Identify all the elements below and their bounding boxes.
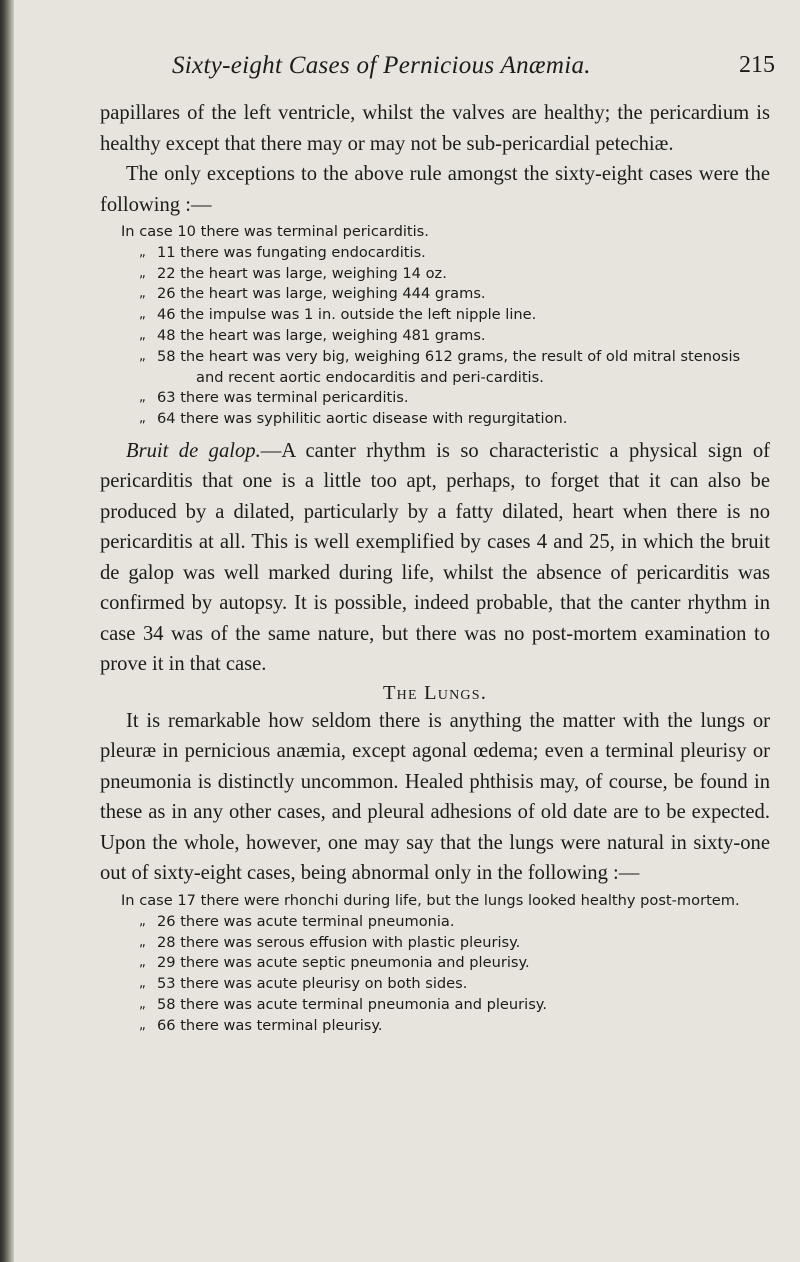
list-item: [100, 933, 770, 954]
page-body: [100, 98, 770, 1043]
case-text: 46 the impulse was 1 in. outside the left nipple line.: [157, 306, 537, 324]
ditto-mark: „: [139, 265, 146, 281]
ditto-mark: „: [139, 913, 146, 929]
ditto-mark: „: [139, 1017, 146, 1033]
heart-case-list: [100, 222, 770, 430]
bruit-text: —A canter rhythm is so characteristic a physical sign of pericarditis that one is a little too apt, perhaps, to forget that it can also be produced by a dilated, particularly by a fatty dilated, heart when there is no pericarditis at all. This is well exemplified by cases 4 and 25, in which the bruit de galop was well marked during life, whilst the absence of pericarditis was confirmed by autopsy. It is possible, indeed probable, that the canter rhythm in case 34 was of the same nature, but there was no post-mortem examination to prove it in that case.: [100, 439, 770, 676]
ditto-mark: „: [139, 244, 146, 260]
list-item: [100, 222, 770, 243]
list-item: [100, 347, 770, 389]
list-item: [100, 243, 770, 264]
case-text: 66 there was terminal pleurisy.: [157, 1016, 383, 1034]
case-text: 29 there was acute septic pneumonia and pleurisy.: [157, 954, 530, 972]
case-text: 63 there was terminal pericarditis.: [157, 389, 409, 407]
case-text: 58 the heart was very big, weighing 612 grams, the result of old mitral stenosis and recent aortic endocarditis and peri-carditis.: [157, 347, 741, 386]
list-item: [100, 264, 770, 285]
page-header: [0, 52, 800, 92]
case-text: 26 there was acute terminal pneumonia.: [157, 912, 455, 930]
list-item: [100, 1016, 770, 1037]
case-text: 58 there was acute terminal pneumonia and pleurisy.: [157, 995, 547, 1013]
section-heading-lungs: The Lungs.: [382, 681, 488, 704]
list-item: [100, 912, 770, 933]
list-item: [100, 891, 770, 912]
paragraph-exceptions: The only exceptions to the above rule amongst the sixty-eight cases were the following :—: [100, 163, 770, 216]
ditto-mark: „: [139, 348, 146, 364]
list-item: [100, 953, 770, 974]
ditto-mark: „: [139, 390, 146, 406]
ditto-mark: „: [139, 996, 146, 1012]
case-text: 22 the heart was large, weighing 14 oz.: [157, 264, 447, 282]
case-text: 53 there was acute pleurisy on both sides.: [157, 975, 468, 993]
ditto-mark: „: [139, 411, 146, 427]
case-intro: In case: [121, 891, 173, 909]
list-item: [100, 388, 770, 409]
case-intro: In case: [121, 223, 173, 240]
ditto-mark: „: [139, 976, 146, 992]
case-text: 64 there was syphilitic aortic disease with regurgitation.: [157, 410, 568, 428]
lung-case-list: [100, 891, 770, 1037]
case-text: 28 there was serous effusion with plastic pleurisy.: [157, 933, 521, 951]
list-item: [100, 409, 770, 430]
ditto-mark: „: [139, 934, 146, 950]
case-first-wrap: [121, 891, 770, 912]
ditto-mark: „: [139, 955, 146, 971]
paragraph-papillares: papillares of the left ventricle, whilst the valves are healthy; the pericardium is healthy except that there may or may not be sub-pericardial petechiæ.: [100, 102, 770, 155]
list-item: [100, 305, 770, 326]
list-item: [100, 284, 770, 305]
bruit-label: Bruit de galop.: [126, 439, 261, 462]
case-text: 48 the heart was large, weighing 481 grams.: [157, 326, 486, 344]
ditto-mark: „: [139, 307, 146, 323]
case-text: 10 there was terminal pericarditis.: [177, 223, 429, 240]
ditto-mark: „: [139, 286, 146, 302]
list-item: [100, 995, 770, 1016]
running-title: Sixty-eight Cases of Pernicious Anæmia.: [172, 52, 591, 79]
case-text: 11 there was fungating endocarditis.: [157, 243, 426, 261]
paragraph-lungs: It is remarkable how seldom there is anything the matter with the lungs or pleuræ in pernicious anæmia, except agonal œdema; even a terminal pleurisy or pneumonia is distinctly uncommon. Healed phthisis may, of course, be found in these as in any other cases, and pleural adhesions of old date are to be expected. Upon the whole, however, one may say that the lungs were natural in sixty-one out of sixty-eight cases, being abnormal only in the following :—: [100, 709, 770, 885]
case-text: 26 the heart was large, weighing 444 grams.: [157, 285, 486, 303]
list-item: [100, 974, 770, 995]
case-text: 17 there were rhonchi during life, but the lungs looked healthy post-mortem.: [177, 891, 740, 909]
page-number: 215: [739, 52, 775, 78]
ditto-mark: „: [139, 327, 146, 343]
list-item: [100, 326, 770, 347]
paragraph-bruit-de-galop: [100, 436, 770, 680]
